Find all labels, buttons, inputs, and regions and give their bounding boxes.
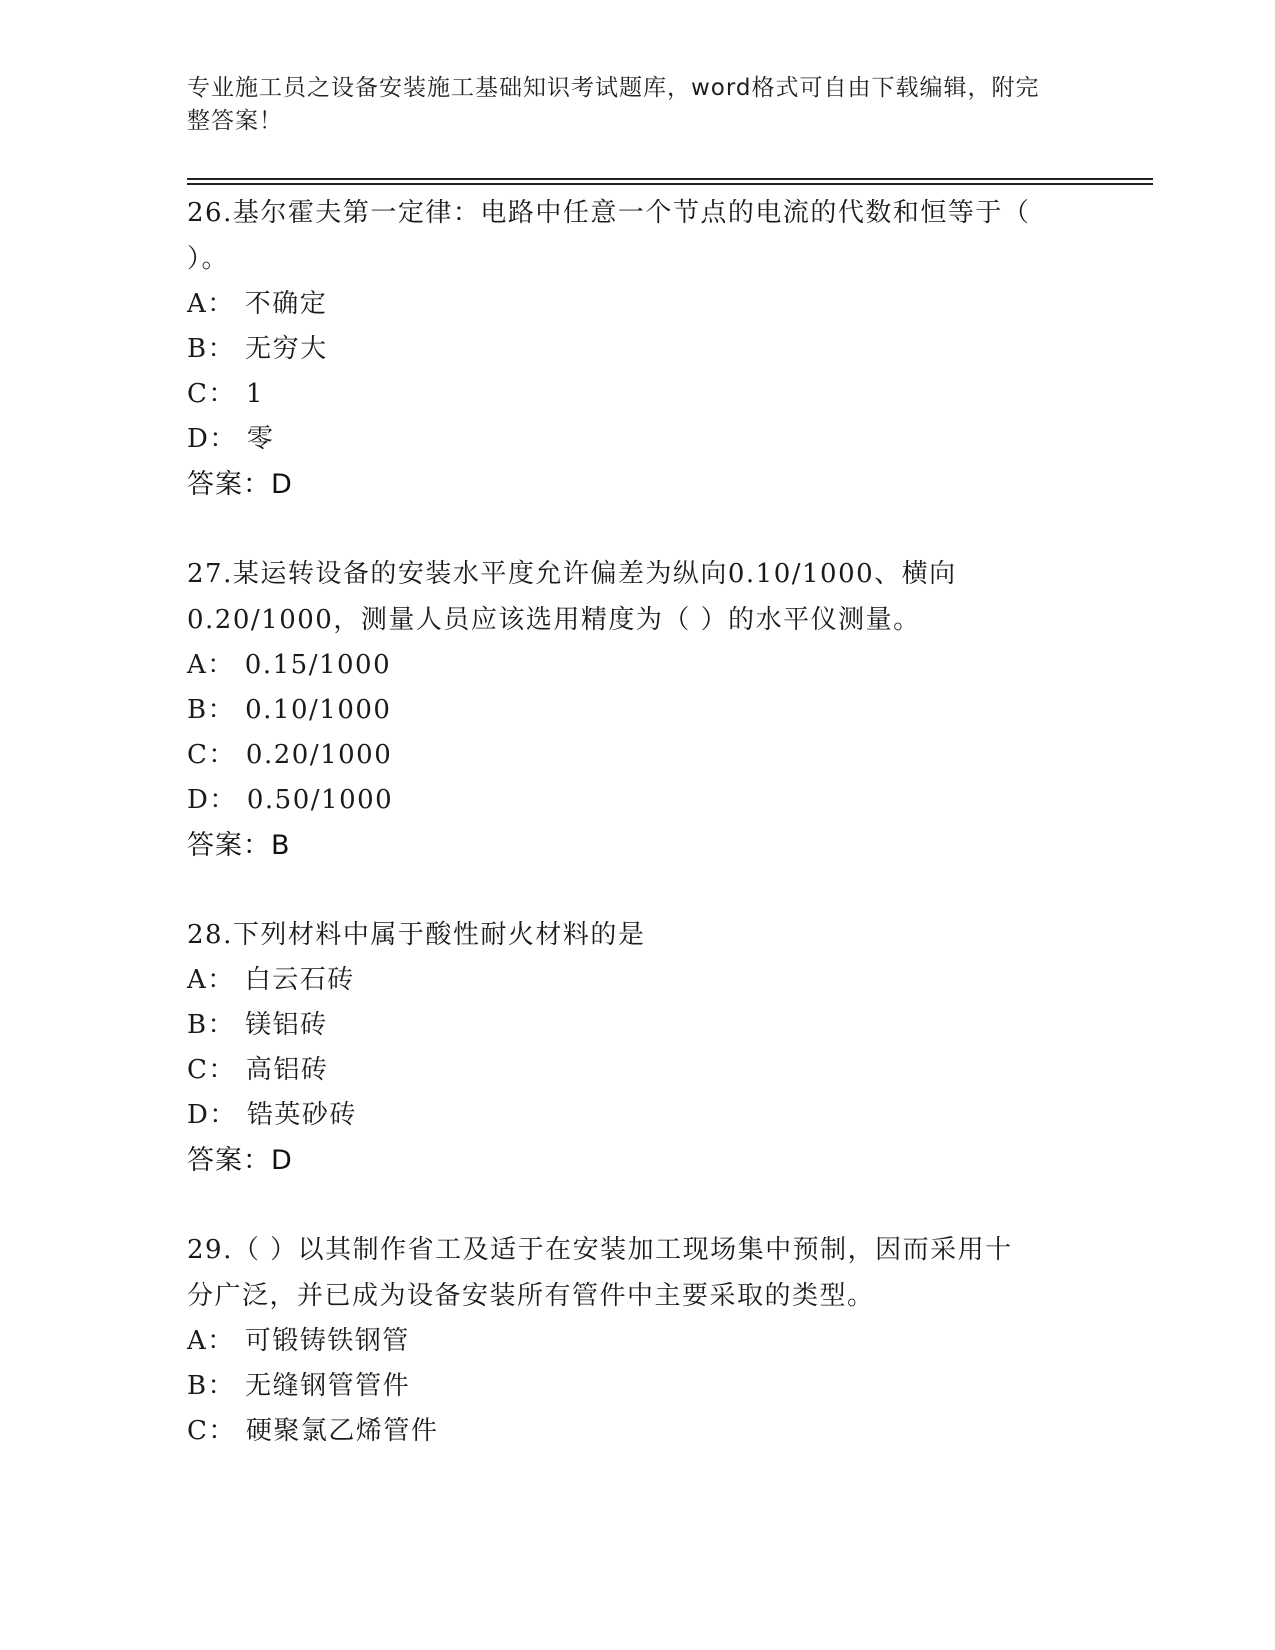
option-b xyxy=(187,327,1087,372)
option-separator: ： xyxy=(207,1371,236,1401)
answer-line xyxy=(187,823,1087,869)
header-line-2: 整答案！ xyxy=(187,108,283,134)
question-spacer xyxy=(187,869,1087,912)
option-text: 零 xyxy=(246,424,275,454)
question-text xyxy=(187,190,1087,282)
option-key: D xyxy=(187,424,210,454)
option-b xyxy=(187,1003,1087,1048)
option-text: 0.50/1000 xyxy=(246,785,394,815)
question-block xyxy=(187,1227,1087,1454)
header-line-1: 专业施工员之设备安装施工基础知识考试题库，word格式可自由下载编辑，附完 xyxy=(187,75,1040,101)
option-text: 1 xyxy=(245,379,264,409)
question-text-line: 分广泛，并已成为设备安装所有管件中主要采取的类型。 xyxy=(187,1281,875,1311)
option-separator: ： xyxy=(208,1416,236,1446)
option-d xyxy=(187,778,1087,823)
option-key: B xyxy=(187,334,208,364)
option-c xyxy=(187,372,1087,417)
option-a xyxy=(187,643,1087,688)
question-block xyxy=(187,190,1087,508)
header-divider-bottom xyxy=(187,183,1153,185)
answer-label: 答案： xyxy=(187,469,271,500)
question-text xyxy=(187,912,1087,958)
option-c xyxy=(187,733,1087,778)
option-c xyxy=(187,1409,1087,1454)
question-text-line: 0.20/1000，测量人员应该选用精度为（ ）的水平仪测量。 xyxy=(187,605,921,635)
option-key: A xyxy=(187,650,208,680)
question-text-line: 27.某运转设备的安装水平度允许偏差为纵向0.10/1000、横向 xyxy=(187,559,957,589)
option-c xyxy=(187,1048,1087,1093)
option-text: 锆英砂砖 xyxy=(246,1100,357,1130)
option-a xyxy=(187,1319,1087,1364)
option-separator: ： xyxy=(207,695,236,725)
option-separator: ： xyxy=(207,1010,236,1040)
question-block xyxy=(187,551,1087,869)
question-text xyxy=(187,551,1087,643)
question-text-line: ）。 xyxy=(187,244,230,274)
option-text: 无穷大 xyxy=(245,334,328,364)
question-text xyxy=(187,1227,1087,1319)
option-key: C xyxy=(187,1416,209,1446)
option-d xyxy=(187,1093,1087,1138)
option-text: 0.20/1000 xyxy=(245,740,393,770)
option-separator: ： xyxy=(207,334,236,364)
option-separator: ： xyxy=(209,785,237,815)
option-b xyxy=(187,688,1087,733)
option-text: 镁铝砖 xyxy=(245,1010,328,1040)
option-text: 可锻铸铁钢管 xyxy=(244,1326,410,1356)
answer-line xyxy=(187,1138,1087,1184)
option-key: C xyxy=(187,1055,209,1085)
option-key: B xyxy=(187,1371,208,1401)
option-key: C xyxy=(187,379,209,409)
option-key: A xyxy=(187,1326,208,1356)
option-key: D xyxy=(187,1100,210,1130)
option-separator: ： xyxy=(208,379,236,409)
document-header xyxy=(187,72,1067,138)
answer-line xyxy=(187,462,1087,508)
option-separator: ： xyxy=(208,740,236,770)
question-text-line: 29.（ ）以其制作省工及适于在安装加工现场集中预制，因而采用十 xyxy=(187,1235,1013,1265)
option-separator: ： xyxy=(208,1055,236,1085)
answer-value: D xyxy=(271,1145,293,1176)
question-spacer xyxy=(187,1184,1087,1227)
option-a xyxy=(187,282,1087,327)
option-key: B xyxy=(187,695,208,725)
option-key: A xyxy=(187,289,208,319)
option-separator: ： xyxy=(209,1100,237,1130)
answer-value: B xyxy=(271,830,291,861)
option-b xyxy=(187,1364,1087,1409)
answer-label: 答案： xyxy=(187,830,271,861)
question-list xyxy=(187,190,1087,1454)
question-text-line: 26.基尔霍夫第一定律：电路中任意一个节点的电流的代数和恒等于（ xyxy=(187,198,1031,228)
option-text: 白云石砖 xyxy=(244,965,355,995)
question-block xyxy=(187,912,1087,1184)
option-key: D xyxy=(187,785,210,815)
option-text: 0.15/1000 xyxy=(244,650,392,680)
option-key: B xyxy=(187,1010,208,1040)
option-separator: ： xyxy=(207,1326,235,1356)
option-separator: ： xyxy=(207,965,235,995)
option-text: 0.10/1000 xyxy=(245,695,392,725)
option-a xyxy=(187,958,1087,1003)
option-key: C xyxy=(187,740,209,770)
option-separator: ： xyxy=(209,424,237,454)
header-divider-top xyxy=(187,178,1153,180)
option-text: 高铝砖 xyxy=(245,1055,329,1085)
answer-label: 答案： xyxy=(187,1145,271,1176)
option-d xyxy=(187,417,1087,462)
option-separator: ： xyxy=(207,289,235,319)
option-key: A xyxy=(187,965,208,995)
option-text: 不确定 xyxy=(244,289,328,319)
option-text: 硬聚氯乙烯管件 xyxy=(245,1416,439,1446)
option-separator: ： xyxy=(207,650,235,680)
question-text-line: 28.下列材料中属于酸性耐火材料的是 xyxy=(187,920,646,950)
question-spacer xyxy=(187,508,1087,551)
answer-value: D xyxy=(271,469,293,500)
option-text: 无缝钢管管件 xyxy=(245,1371,411,1401)
